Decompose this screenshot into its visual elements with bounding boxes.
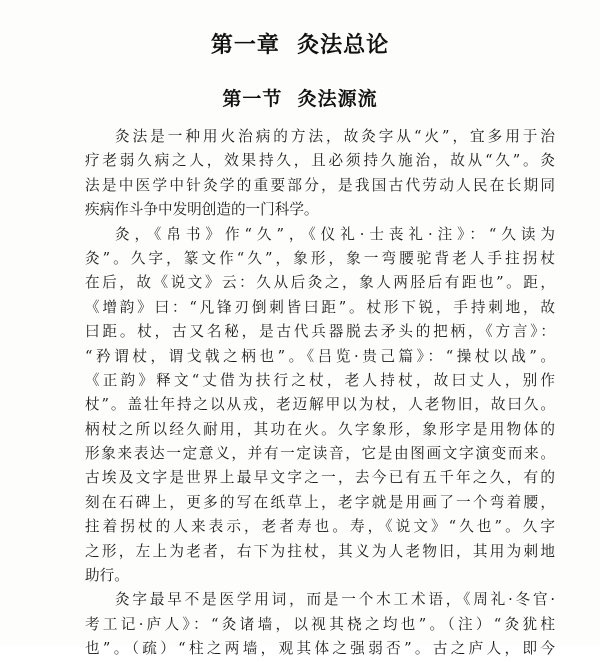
- body-text: [85, 125, 555, 662]
- text-line: 《增韵》曰：“凡锋刃倒刺皆曰距”。杖形下锐，手持刺地，故: [85, 298, 555, 316]
- text-line: 之形，左上为老者，右下为拄杖，其义为人老物旧，其用为刺地: [85, 542, 555, 560]
- text-line: 形象来表达一定意义，并有一定读音，它是由图画文字演变而来。: [85, 445, 555, 463]
- text-line: 在后，故《说文》云：久从后灸之，象人两胫后有距也”。距，: [85, 274, 555, 292]
- text-line: 拄着拐杖的人来表示，老者寿也。寿，《说文》“久也”。久字: [85, 518, 555, 536]
- text-line: 灸，《帛书》作“久”，《仪礼·士丧礼·注》：“久读为: [115, 225, 555, 243]
- text-line: 也”。（疏）“柱之两墙，观其体之强弱否”。古之庐人，即今: [85, 640, 555, 658]
- text-line: 《正韵》释文“丈借为扶行之杖，老人持杖，故曰丈人，别作: [85, 371, 555, 389]
- text-line: 灸法是一种用火治病的方法，故灸字从“火”，宜多用于治: [115, 128, 555, 145]
- text-line: 疗老弱久病之人，效果持久，且必须持久施治，故从“久”。灸: [85, 152, 555, 170]
- text-line: “矜谓杖，谓戈戟之柄也”。《吕览·贵己篇》：“操杖以战”。: [85, 347, 555, 365]
- chapter-title: 第一章 灸法总论: [210, 33, 390, 58]
- text-line: 刻在石碑上，更多的写在纸草上，老字就是用画了一个弯着腰，: [85, 493, 555, 511]
- text-line: 考工记·庐人》：“灸诸墙，以视其桡之均也”。（注）“灸犹柱: [85, 615, 555, 633]
- text-line: 疾病作斗争中发明创造的一门科学。: [85, 201, 319, 219]
- text-line: 法是中医学中针灸学的重要部分，是我国古代劳动人民在长期同: [85, 176, 555, 194]
- text-line: 灸”。久字，篆文作“久”，象形，象一弯腰驼背老人手拄拐杖: [85, 249, 555, 267]
- text-line: 助行。: [85, 567, 129, 585]
- section-title: 第一节 灸法源流: [222, 88, 378, 110]
- text-line: 杖”。盖壮年持之以从戎，老迈解甲以为杖，人老物旧，故曰久。: [85, 396, 555, 414]
- text-line: 柄杖之所以经久耐用，其功在火。久字象形，象形字是用物体的: [85, 420, 555, 438]
- text-line: 灸字最早不是医学用词，而是一个木工术语，《周礼·冬官·: [115, 591, 555, 609]
- text-line: 古埃及文字是世界上最早文字之一，去今已有五千年之久，有的: [85, 469, 555, 487]
- text-line: 曰距。杖，古又名秘，是古代兵器脱去矛头的把柄，《方言》：: [85, 323, 555, 341]
